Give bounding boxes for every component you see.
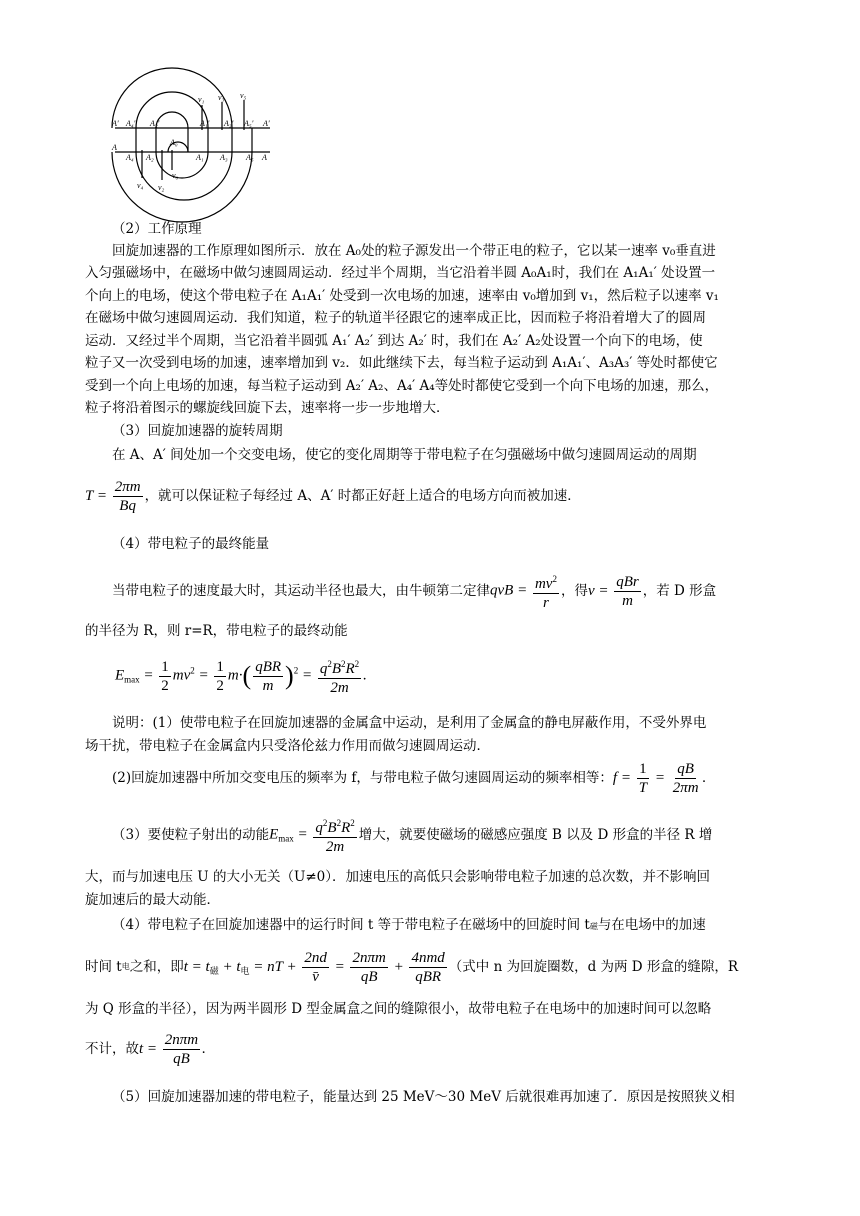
svg-text:v₁: v₁ [198,95,205,104]
svg-text:A₃′: A₃′ [224,119,234,128]
paragraph-text: 时间 t [85,959,122,975]
paragraph-text: （式中 n 为回旋圈数，d 为两 D 形盒的缝隙，R [448,959,739,975]
paragraph-line: 场干扰，带电粒子在金属盒内只受洛伦兹力作用而做匀速圆周运动． [85,738,490,754]
paragraph-text: 与在电场中的加速 [597,917,706,933]
cyclotron-diagram [110,90,280,200]
svg-text:A₅: A₅ [246,153,254,162]
svg-text:A: A [262,153,267,162]
section-4-title: （4）带电粒子的最终能量 [112,536,270,552]
paragraph-line: 说明：(1）使带电粒子在回旋加速器的金属盒中运动，是利用了金属盒的静电屏蔽作用，不受外界电 [112,715,707,731]
paragraph-line: 回旋加速器的工作原理如图所示．放在 A₀处的粒子源发出一个带正电的粒子，它以某一速率 v₀垂直进 [112,243,716,259]
period-formula-line [85,474,775,518]
paragraph-text: （4）带电粒子在回旋加速器中的运行时间 t 等于带电粒子在磁场中的回旋时间 t [112,917,590,933]
paragraph-line [85,916,802,936]
paragraph-text: 之和，即 [129,959,184,975]
svg-text:A₂: A₂ [146,153,154,162]
lorentz-formula: qvB = $\frac{mv^2}{r}$ [490,570,561,612]
paragraph-text: ，得 [560,583,588,599]
energy-formula-line [85,650,805,702]
final-time-formula: t = $\frac{\text{2nπm}}{qB}$ . [139,1031,206,1067]
svg-text:A₀: A₀ [170,138,178,147]
paragraph-text: 不计，故 [85,1041,139,1057]
paragraph-line: 在磁场中做匀速圆周运动．我们知道，粒子的轨道半径跟它的速率成正比，因而粒子将沿着增大了的圆周 [85,310,706,326]
svg-text:A₄: A₄ [126,153,134,162]
svg-text:A₄′: A₄′ [126,119,136,128]
period-formula: T = $\frac{2\pi m}{Bq}$ [85,478,141,514]
time-formula-line [85,944,775,990]
subscript-text: 电 [121,962,130,971]
paragraph-line: 入匀强磁场中，在磁场中做匀速圆周运动．经过半个周期，当它沿着半圆 A₀A₁时，我们在 A₁A₁′ 处设置一 [85,265,716,281]
svg-text:A₅′: A₅′ [244,119,254,128]
paragraph-line: 在 A、A′ 间处加一个交变电场，使它的变化周期等于带电粒子在匀强磁场中做匀速圆周运动的周期 [112,447,697,463]
paragraph-line: 粒子将沿着图示的螺旋线回旋下去，速率将一步一步地增大． [85,400,450,416]
svg-text:A: A [112,143,117,152]
svg-text:A′: A′ [263,119,270,128]
paragraph-line: 旋加速后的最大动能． [85,892,220,908]
svg-text:v₃: v₃ [218,93,225,102]
svg-text:A₁: A₁ [196,153,204,162]
paragraph-line: 粒子又一次受到电场的加速，速率增加到 v₂．如此继续下去，每当粒子运动到 A₁A₁′、A₃A₃′ 等处时都使它 [85,355,718,371]
frequency-line [85,758,802,798]
paragraph-line: 个向上的电场，使这个带电粒子在 A₁A₁′ 处受到一次电场的加速，速率由 v₀增加到 v₁，然后粒子以速率 v₁ [85,288,719,304]
velocity-formula: v = $\frac{\text{qBr}}{m}$ [587,573,639,609]
svg-text:A₂′: A₂′ [150,119,160,128]
subscript-text: 磁 [589,922,598,931]
energy-formula: $E_{max}$ = $\frac{1}{2}$ $mv^2$ = $\frac{1}{2}$ m·( $\frac{\text{qBR}}{m}$ )$^2$ = $\frac{q^2B^2R^2}{2m}$ . [115,655,367,697]
paragraph-line: 的半径为 R，则 r=R，带电粒子的最终动能 [85,623,348,639]
paragraph-text: 增大，就要使磁场的磁感应强度 B 以及 D 形盒的半径 R 增 [358,827,713,843]
svg-text:A₃: A₃ [220,153,228,162]
svg-text:v₄: v₄ [137,181,144,190]
kinetic-energy-formula: $E_{max}$ = $\frac{q^2B^2R^2}{2m}$ [269,814,359,856]
paragraph-text: ，若 D 形盒 [642,583,717,599]
paragraph-line: 为 Q 形盒的半径），因为两半圆形 D 型金属盒之间的缝隙很小，故带电粒子在电场中的加速时间可以忽略 [85,1001,712,1017]
cyclotron-spiral-figure [110,90,280,200]
paragraph-line: 运动．又经过半个周期，当它沿着半圆弧 A₁′ A₂′ 到达 A₂′ 时，我们在 A₂′ A₂处设置一个向下的电场，使 [85,333,703,349]
kinetic-energy-line [85,812,802,858]
paragraph-text: （3）要使粒子射出的动能 [112,827,270,843]
section-2-title: （2）工作原理 [112,221,202,237]
paragraph-line: 大，而与加速电压 U 的大小无关（U≠0）．加速电压的高低只会影响带电粒子加速的总次数，并不影响回 [85,869,710,885]
time-formula: $t = t_磁 + t_电$ = nT + $\frac{2nd}{v̄}$ = $\frac{\text{2nπm}}{qB}$ + $\frac{\text{4nmd}}{\text{qBR}}$ [183,949,445,985]
paragraph-line: 受到一个向上电场的加速，每当粒子运动到 A₂′ A₂、A₄′ A₄等处时都使它受到一个向下电场的加速，那么， [85,378,719,394]
svg-text:v₂: v₂ [158,183,165,192]
final-time-line [85,1026,775,1072]
paragraph-text: ，就可以保证粒子每经过 A、A′ 时都正好赶上适合的电场方向而被加速． [144,488,581,504]
paragraph-line: （5）回旋加速器加速的带电粒子，能量达到 25 MeV～30 MeV 后就很难再加速了．原因是按照狭义相 [112,1089,735,1105]
paragraph-text: 当带电粒子的速度最大时，其运动半径也最大，由牛顿第二定律 [112,583,490,599]
svg-text:v₀: v₀ [172,171,179,180]
section-3-title: （3）回旋加速器的旋转周期 [112,423,283,439]
newton-law-line [85,568,802,614]
frequency-formula: f = $\frac{1}{T}$ = $\frac{qB}{2\pi m}$ . [612,760,707,796]
svg-text:v₅: v₅ [240,91,247,100]
paragraph-text: (2)回旋加速器中所加交变电压的频率为 f，与带电粒子做匀速圆周运动的频率相等： [112,770,613,786]
svg-text:A₁′: A₁′ [200,119,210,128]
svg-text:A′: A′ [112,119,119,128]
